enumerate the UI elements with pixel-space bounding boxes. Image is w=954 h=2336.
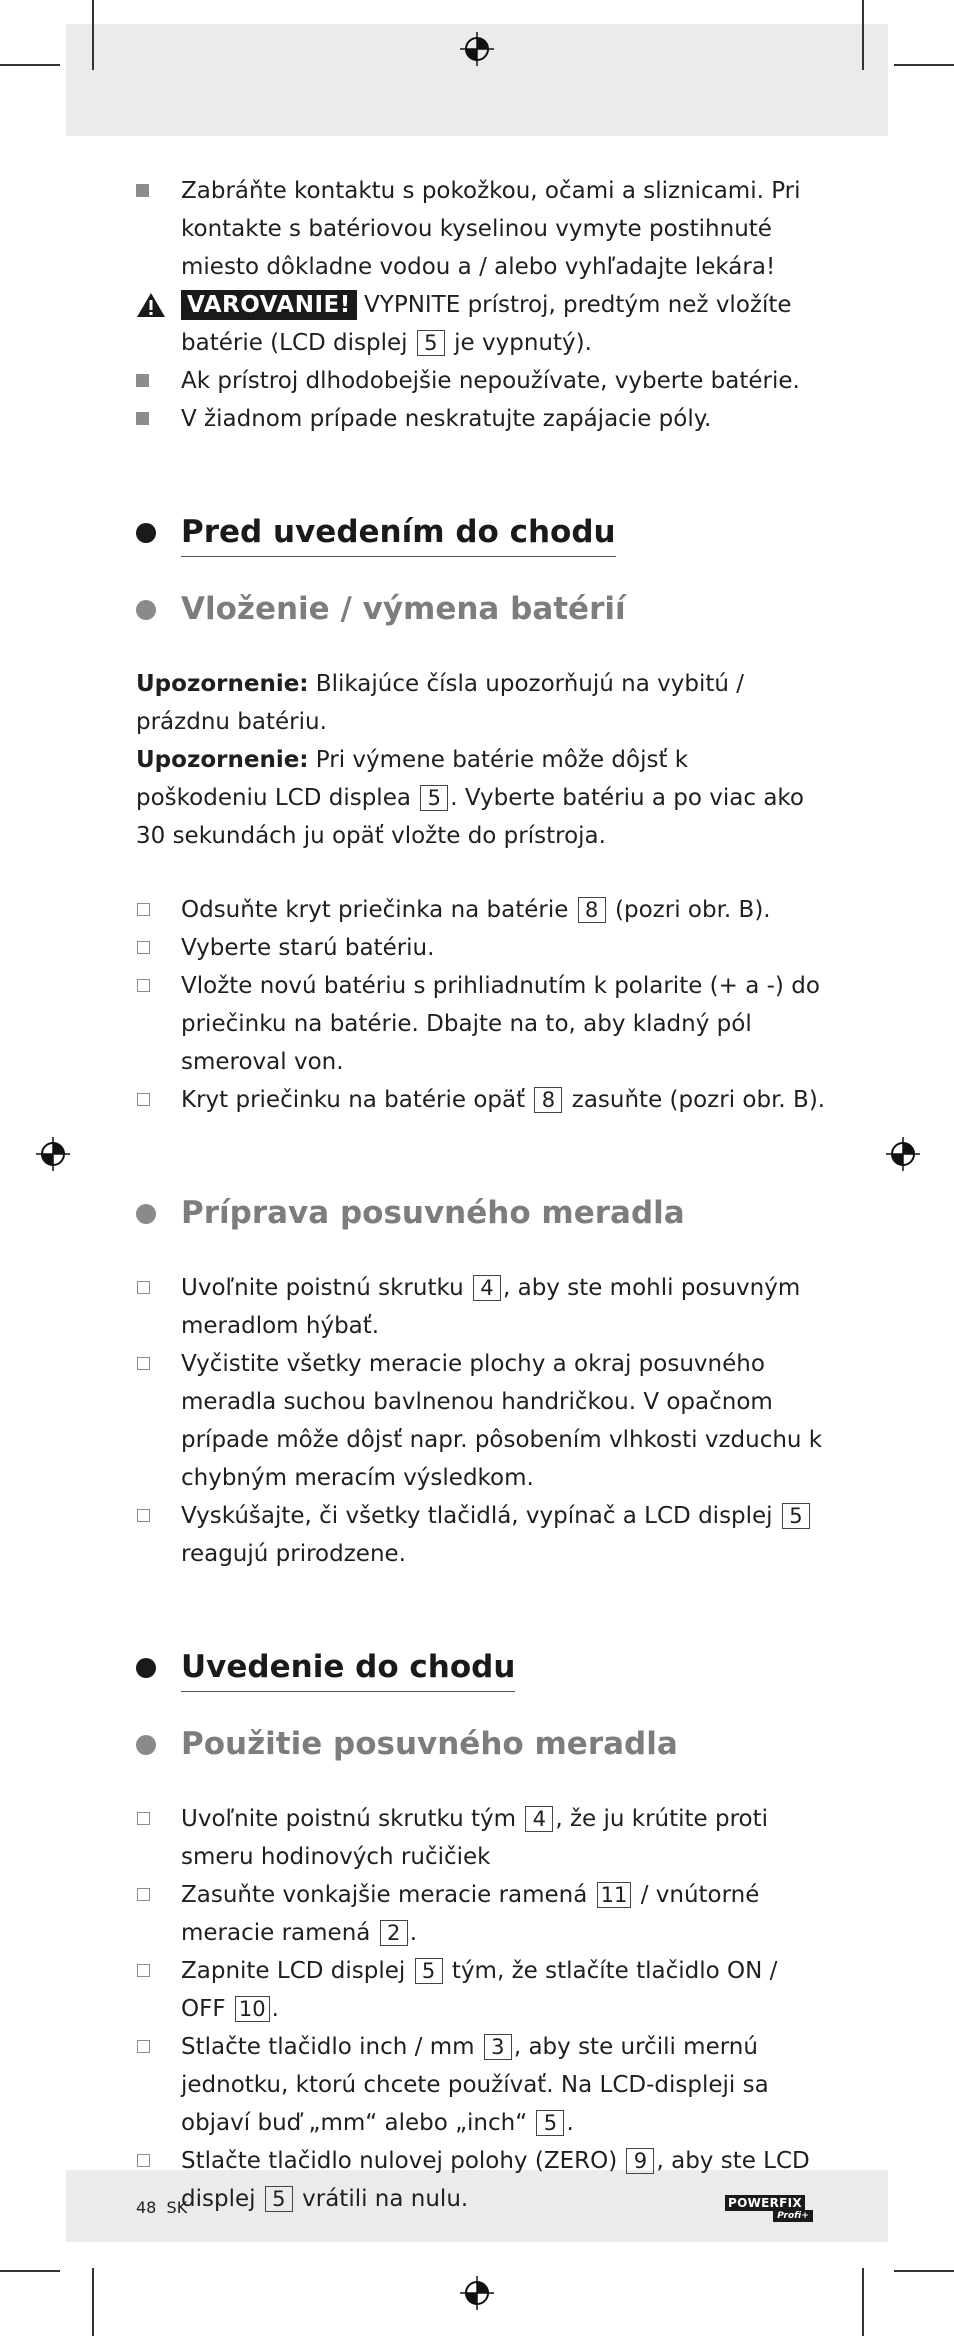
- ref-number: 5: [415, 1958, 443, 1984]
- step-text: Stlačte tlačidlo inch / mm: [181, 2034, 482, 2060]
- ref-number: 11: [597, 1882, 632, 1908]
- heading-dot-icon: [136, 1658, 156, 1678]
- ref-number: 5: [782, 1503, 810, 1529]
- checkbox-bullet-icon: [137, 1357, 150, 1370]
- safety-bullet-text: Zabráňte kontaktu s pokožkou, očami a sliznicami. Pri kontakte s batériovou kyselinou vymyte postihnuté miesto dôkladne vodou a / alebo vyhľadajte lekára!: [181, 178, 801, 280]
- step-text: vrátili na nulu.: [294, 2186, 469, 2212]
- page-number: [136, 2198, 187, 2217]
- ref-number: 5: [536, 2110, 564, 2136]
- crop-mark: [894, 2270, 954, 2272]
- step-item: [136, 1081, 826, 1119]
- heading-text: Uvedenie do chodu: [181, 1647, 515, 1692]
- step-item: [136, 1800, 826, 1876]
- step-text: , že ju krútite proti smeru hodinových ručičiek: [181, 1806, 769, 1870]
- checkbox-bullet-icon: [137, 903, 150, 916]
- safety-bullet: [136, 362, 826, 400]
- note-text: Blikajúce čísla upozorňujú na vybitú / prázdnu batériu.: [136, 671, 744, 735]
- checkbox-bullet-icon: [137, 1812, 150, 1825]
- warning-text-after: je vypnutý).: [446, 330, 592, 356]
- section-heading: [136, 1647, 826, 1692]
- safety-bullet: [136, 172, 826, 286]
- warning-label: VAROVANIE!: [181, 290, 357, 320]
- step-text: Kryt priečinku na batérie opäť: [181, 1087, 533, 1113]
- registration-mark-icon: [460, 2276, 494, 2310]
- checkbox-bullet-icon: [137, 1964, 150, 1977]
- step-text: .: [566, 2110, 574, 2136]
- section-heading: [136, 512, 826, 557]
- checkbox-bullet-icon: [137, 1093, 150, 1106]
- page-number-value: 48: [136, 2198, 157, 2217]
- step-text: .: [409, 1920, 418, 1946]
- crop-mark: [862, 0, 864, 70]
- step-item: [136, 891, 826, 929]
- ref-number: 8: [534, 1087, 562, 1113]
- square-bullet-icon: [136, 184, 149, 197]
- registration-mark-icon: [460, 32, 494, 66]
- ref-number: 4: [525, 1806, 553, 1832]
- checkbox-bullet-icon: [137, 941, 150, 954]
- step-item: [136, 2142, 826, 2218]
- checkbox-bullet-icon: [137, 2040, 150, 2053]
- note-paragraph: [136, 741, 826, 855]
- step-text: tým, že stlačíte tlačidlo ON / OFF: [181, 1958, 778, 2022]
- note-label: Upozornenie:: [136, 671, 309, 697]
- heading-text: Príprava posuvného meradla: [181, 1195, 685, 1231]
- subsection-heading: [136, 1193, 826, 1233]
- ref-number: 8: [578, 897, 606, 923]
- ref-number: 2: [380, 1920, 408, 1946]
- note-paragraph: [136, 665, 826, 741]
- safety-bullet: [136, 400, 826, 438]
- warning-item: [136, 286, 826, 362]
- page-content: [136, 172, 826, 2218]
- heading-text: Vloženie / výmena batérií: [181, 591, 626, 627]
- crop-mark: [894, 64, 954, 66]
- step-text: Zapnite LCD displej: [181, 1958, 413, 1984]
- ref-number: 9: [626, 2148, 654, 2174]
- step-text: , aby ste LCD displej: [181, 2148, 810, 2212]
- step-text: Odsuňte kryt priečinka na batérie: [181, 897, 576, 923]
- crop-mark: [0, 2270, 60, 2272]
- crop-mark: [92, 0, 94, 70]
- step-item: [136, 1952, 826, 2028]
- step-item: [136, 967, 826, 1081]
- heading-dot-icon: [136, 1735, 156, 1755]
- safety-bullet-text: Ak prístroj dlhodobejšie nepoužívate, vyberte batérie.: [181, 368, 800, 394]
- subsection-heading: [136, 1724, 826, 1764]
- subsection-heading: [136, 589, 826, 629]
- checkbox-bullet-icon: [137, 1281, 150, 1294]
- ref-number: 10: [235, 1996, 270, 2022]
- ref-number: 5: [420, 785, 448, 811]
- registration-mark-icon: [886, 1137, 920, 1171]
- step-text: , aby ste určili mernú jednotku, ktorú chcete používať. Na LCD-displeji sa objaví buď „mm“ alebo „inch“: [181, 2034, 769, 2136]
- step-text: Vyskúšajte, či všetky tlačidlá, vypínač a LCD displej: [181, 1503, 780, 1529]
- warning-triangle-icon: [136, 292, 166, 318]
- safety-bullet-text: V žiadnom prípade neskratujte zapájacie póly.: [181, 406, 712, 432]
- step-item: [136, 1345, 826, 1497]
- step-text: Uvoľnite poistnú skrutku: [181, 1275, 471, 1301]
- step-text: (pozri obr. B).: [607, 897, 771, 923]
- step-item: [136, 929, 826, 967]
- note-text: Pri výmene batérie môže dôjsť k poškodeniu LCD displea: [136, 747, 689, 811]
- crop-mark: [0, 64, 60, 66]
- step-text: Vyberte starú batériu.: [181, 935, 435, 961]
- crop-mark: [862, 2268, 864, 2336]
- step-text: Stlačte tlačidlo nulovej polohy (ZERO): [181, 2148, 625, 2174]
- note-text: . Vyberte batériu a po viac ako 30 sekundách ju opäť vložte do prístroja.: [136, 785, 804, 849]
- heading-dot-icon: [136, 523, 156, 543]
- heading-text: Použitie posuvného meradla: [181, 1726, 678, 1762]
- language-code: SK: [166, 2198, 188, 2217]
- step-text: , aby ste mohli posuvným meradlom hýbať.: [181, 1275, 801, 1339]
- heading-text: Pred uvedením do chodu: [181, 512, 616, 557]
- square-bullet-icon: [136, 374, 149, 387]
- ref-number: 5: [265, 2186, 293, 2212]
- step-item: [136, 1876, 826, 1952]
- step-text: reagujú prirodzene.: [181, 1541, 406, 1567]
- checkbox-bullet-icon: [137, 2154, 150, 2167]
- checkbox-bullet-icon: [137, 1509, 150, 1522]
- heading-dot-icon: [136, 600, 156, 620]
- ref-number: 3: [484, 2034, 512, 2060]
- step-text: Vložte novú batériu s prihliadnutím k polarite (+ a -) do priečinku na batérie. Dbajte na to, aby kladný pól smeroval von.: [181, 973, 820, 1075]
- brand-logo-sub: Profi+: [773, 2210, 813, 2222]
- step-item: [136, 1269, 826, 1345]
- ref-number: 4: [473, 1275, 501, 1301]
- checkbox-bullet-icon: [137, 979, 150, 992]
- step-item: [136, 1497, 826, 1573]
- step-item: [136, 2028, 826, 2142]
- brand-logo: [725, 2195, 817, 2223]
- crop-mark: [92, 2268, 94, 2336]
- step-text: .: [271, 1996, 279, 2022]
- ref-number: 5: [417, 330, 445, 356]
- registration-mark-icon: [36, 1137, 70, 1171]
- square-bullet-icon: [136, 412, 149, 425]
- checkbox-bullet-icon: [137, 1888, 150, 1901]
- heading-dot-icon: [136, 1204, 156, 1224]
- step-text: / vnútorné meracie ramená: [181, 1882, 760, 1946]
- warning-text-before: VYPNITE prístroj, predtým než vložíte batérie (LCD displej: [181, 292, 792, 356]
- step-text: Uvoľnite poistnú skrutku tým: [181, 1806, 524, 1832]
- step-text: Zasuňte vonkajšie meracie ramená: [181, 1882, 595, 1908]
- step-text: zasuňte (pozri obr. B).: [564, 1087, 826, 1113]
- brand-logo-main: POWERFIX: [725, 2195, 805, 2211]
- note-label: Upozornenie:: [136, 747, 309, 773]
- step-text: Vyčistite všetky meracie plochy a okraj posuvného meradla suchou bavlnenou handričkou. V opačnom prípade môže dôjsť napr. pôsobením vlhkosti vzduchu k chybným meracím výsledkom.: [181, 1351, 823, 1491]
